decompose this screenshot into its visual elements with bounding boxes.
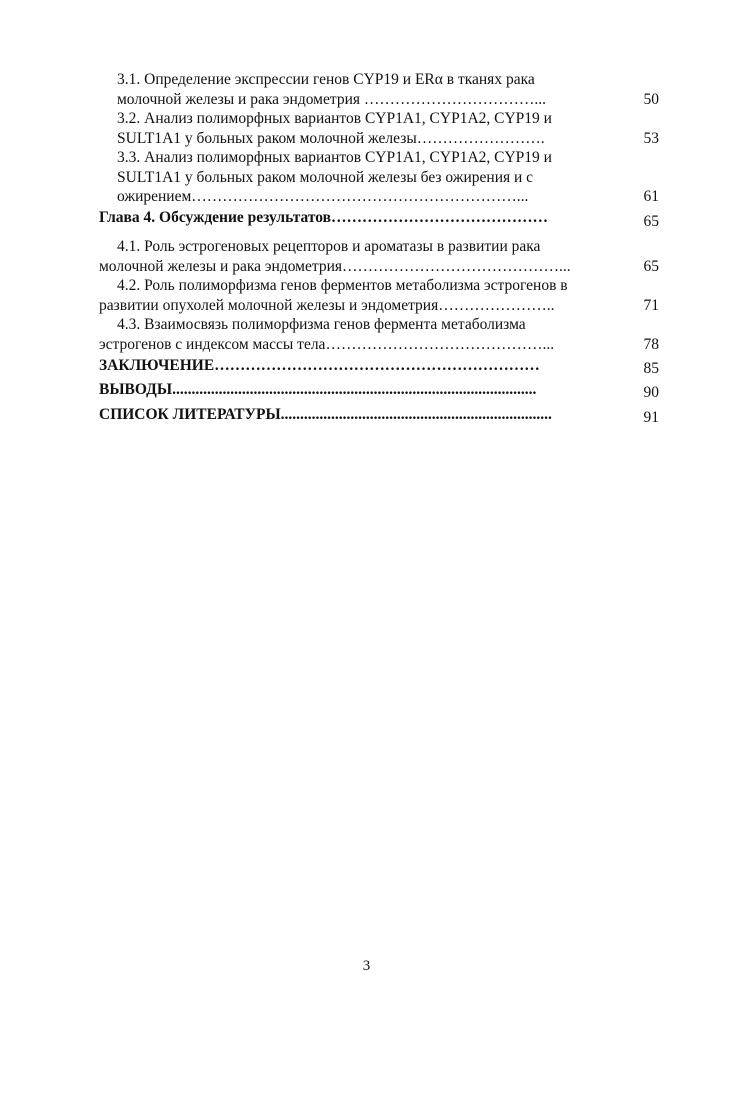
toc-section-title: ЗАКЛЮЧЕНИЕ………………………………………………………	[99, 357, 540, 374]
toc-line: SULT1A1 у больных раком молочной железы…………………….	[117, 129, 545, 147]
toc-entry-3-1	[99, 70, 659, 109]
toc-page-number: 71	[643, 296, 659, 314]
toc-entry-conclusion	[99, 356, 659, 376]
page-number: 3	[362, 958, 371, 974]
toc-page-number: 65	[643, 257, 659, 275]
toc-line: 4.3. Взаимосвязь полиморфизма генов фермента метаболизма	[117, 316, 526, 333]
toc-entry-text	[99, 70, 619, 109]
toc-page-number: 78	[643, 335, 659, 353]
toc-page-number: 65	[643, 212, 659, 230]
toc-line: 4.1. Роль эстрогеновых рецепторов и ароматазы в развитии рака	[117, 238, 541, 255]
toc-line: молочной железы и рака эндометрия……………………………………...	[99, 257, 571, 275]
toc-entry-4-2	[99, 276, 659, 315]
toc-line: 3.1. Определение экспрессии генов CYP19 и ERα в тканях рака	[117, 71, 535, 88]
toc-page-number: 53	[643, 129, 659, 147]
toc-page-number: 61	[643, 188, 659, 205]
toc-entry-3-3	[99, 148, 659, 207]
toc-entry-4-1	[99, 237, 659, 276]
toc-entry-text	[99, 109, 619, 148]
toc-section-title: СПИСОК ЛИТЕРАТУРЫ......................................................................	[99, 406, 552, 423]
toc-line: эстрогенов с индексом массы тела……………………………………...	[99, 335, 555, 353]
toc-entry-references	[99, 405, 659, 425]
toc-line: 3.3. Анализ полиморфных вариантов CYP1A1, CYP1A2, CYP19 и	[117, 149, 552, 166]
toc-section-title: ВЫВОДЫ..............................................................................................	[99, 380, 537, 398]
toc-line: 4.2. Роль полиморфизма генов ферментов метаболизма эстрогенов в	[117, 277, 568, 294]
toc-page-number: 50	[643, 90, 659, 108]
toc-line: 3.2. Анализ полиморфных вариантов CYP1A1, CYP1A2, CYP19 и	[117, 110, 552, 127]
toc-entry-text	[99, 276, 619, 315]
toc-chapter-title: Глава 4. Обсуждение результатов……………………………………	[99, 208, 549, 226]
toc-entry-findings	[99, 380, 659, 400]
toc-page-number: 85	[643, 360, 659, 377]
toc-line: SULT1A1 у больных раком молочной железы без ожирения и с	[117, 168, 534, 186]
toc-entry-chapter-4	[99, 208, 659, 228]
toc-line: молочной железы и рака эндометрия ……………………………...	[117, 90, 547, 108]
toc-line: ожирением………………………………………………………...	[117, 188, 529, 205]
toc-entry-text	[99, 148, 619, 207]
toc-entry-4-3	[99, 315, 659, 354]
toc-page-number: 90	[643, 383, 659, 401]
toc-line: развитии опухолей молочной железы и эндометрия…………………..	[99, 296, 555, 314]
toc-entry-text	[99, 237, 619, 276]
toc-entry-text	[99, 315, 619, 354]
toc-entry-3-2	[99, 109, 659, 148]
toc-page-number: 91	[643, 409, 659, 426]
table-of-contents	[99, 70, 659, 428]
